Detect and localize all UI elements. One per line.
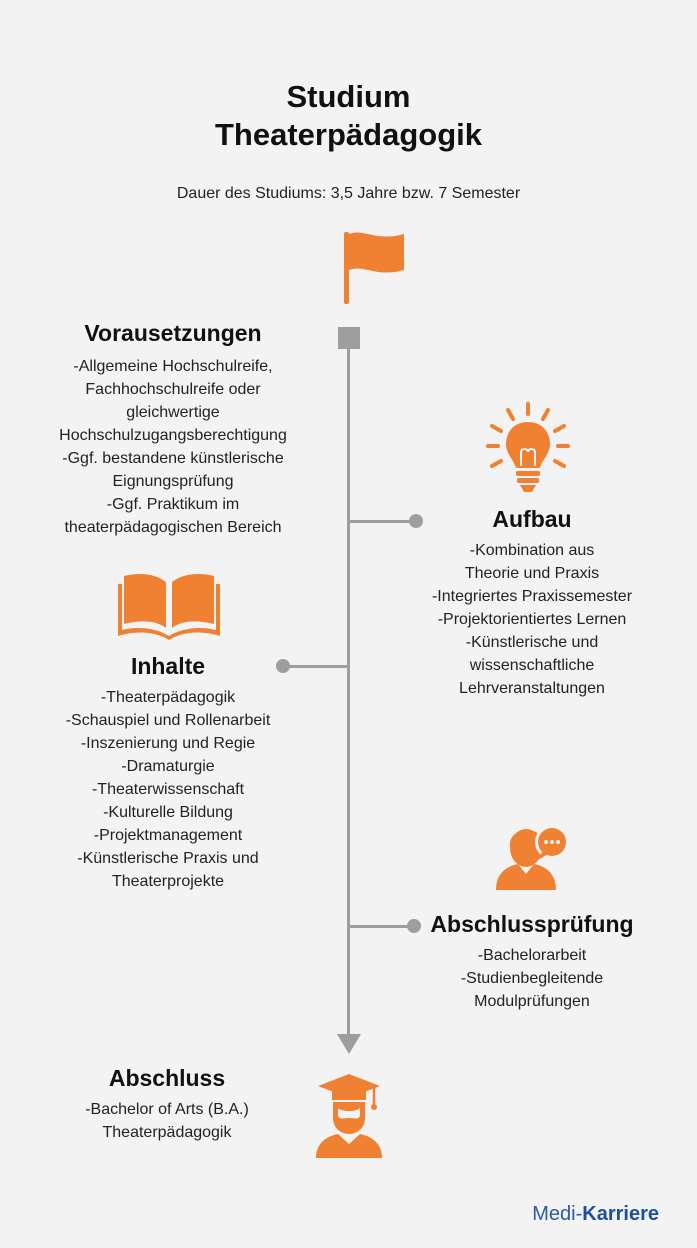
- section-list: [38, 355, 308, 539]
- list-item: Hochschulzugangsberechtigung: [59, 427, 287, 444]
- list-item: wissenschaftliche: [469, 657, 595, 674]
- timeline-line: [347, 346, 350, 1036]
- list-item: -Schauspiel und Rollenarbeit: [65, 712, 271, 729]
- section-abschlusspruefung: [416, 911, 648, 1013]
- timeline-arrow: [337, 1034, 361, 1054]
- list-item: Theorie und Praxis: [464, 565, 600, 582]
- logo-part-1: Medi-: [532, 1203, 583, 1225]
- section-list: [420, 539, 644, 700]
- section-title: Abschlussprüfung: [430, 911, 634, 937]
- subtitle: Dauer des Studiums: 3,5 Jahre bzw. 7 Semester: [176, 185, 521, 202]
- list-item: -Ggf. bestandene künstlerische: [62, 450, 284, 467]
- title-line-1: Studium: [286, 79, 411, 114]
- person-speech-icon: [494, 810, 574, 892]
- branch-aufbau: [349, 520, 415, 523]
- list-item: -Projektmanagement: [93, 827, 243, 844]
- list-item: -Theaterwissenschaft: [91, 781, 245, 798]
- list-item: Theaterpädagogik: [102, 1124, 232, 1141]
- list-item: Modulprüfungen: [474, 993, 590, 1010]
- list-item: Lehrveranstaltungen: [459, 680, 605, 697]
- title-line-2: Theaterpädagogik: [215, 117, 482, 152]
- list-item: Theaterprojekte: [111, 873, 225, 890]
- list-item: -Bachelorarbeit: [477, 947, 587, 964]
- list-item: -Kombination aus: [469, 542, 595, 559]
- section-voraussetzungen: [38, 320, 308, 539]
- list-item: gleichwertige: [126, 404, 220, 421]
- branch-abschlusspruefung: [349, 925, 413, 928]
- section-title: Aufbau: [492, 506, 572, 532]
- list-item: Fachhochschulreife oder: [85, 381, 261, 398]
- logo-part-2: Karriere: [582, 1203, 659, 1225]
- list-item: -Theaterpädagogik: [100, 689, 236, 706]
- section-list: [43, 686, 293, 893]
- graduate-icon: [314, 1072, 384, 1158]
- book-icon: [116, 570, 222, 642]
- section-title: Abschluss: [108, 1065, 226, 1091]
- flag-icon: [340, 228, 410, 304]
- list-item: -Studienbegleitende: [460, 970, 604, 987]
- section-title: Inhalte: [130, 653, 206, 679]
- section-list: [60, 1098, 274, 1144]
- list-item: theaterpädagogischen Bereich: [64, 519, 282, 536]
- branch-inhalte: [284, 665, 348, 668]
- list-item: Eignungsprüfung: [112, 473, 234, 490]
- list-item: -Kulturelle Bildung: [103, 804, 233, 821]
- list-item: -Künstlerische Praxis und: [77, 850, 259, 867]
- list-item: -Projektorientiertes Lernen: [437, 611, 627, 628]
- list-item: -Integriertes Praxissemester: [431, 588, 633, 605]
- medi-karriere-logo: [532, 1203, 659, 1226]
- list-item: -Bachelor of Arts (B.A.): [85, 1101, 249, 1118]
- lightbulb-icon: [486, 402, 570, 494]
- section-title: Vorausetzungen: [84, 320, 262, 346]
- section-aufbau: [420, 506, 644, 700]
- list-item: -Künstlerische und: [465, 634, 599, 651]
- section-list: [416, 944, 648, 1013]
- page-title: [0, 78, 697, 154]
- list-item: -Allgemeine Hochschulreife,: [73, 358, 273, 375]
- list-item: -Dramaturgie: [121, 758, 215, 775]
- list-item: -Inszenierung und Regie: [80, 735, 256, 752]
- section-inhalte: [43, 653, 293, 893]
- section-abschluss: [60, 1065, 274, 1144]
- list-item: -Ggf. Praktikum im: [106, 496, 240, 513]
